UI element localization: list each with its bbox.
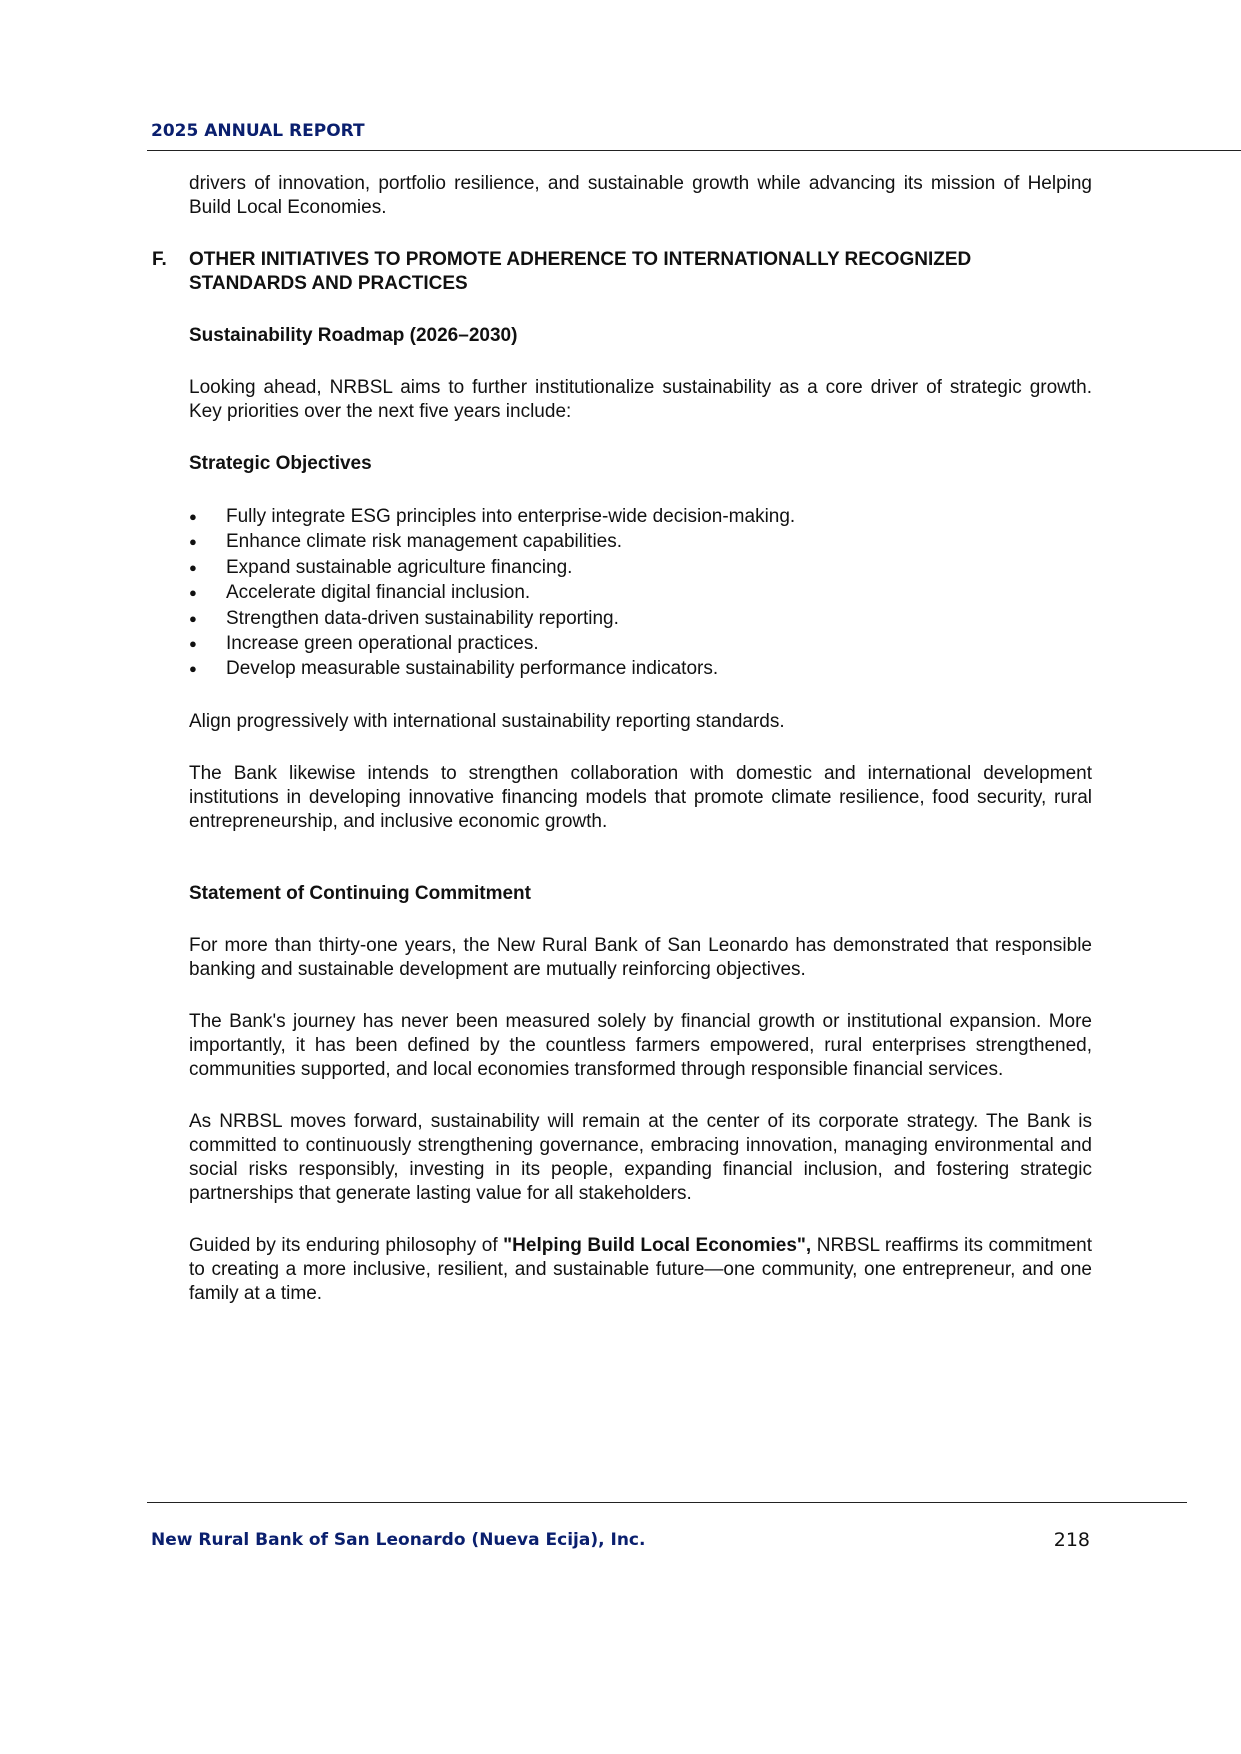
- commitment-paragraph-4: [189, 1234, 1092, 1306]
- bullet-icon: ●: [189, 559, 197, 575]
- collaboration-paragraph: The Bank likewise intends to strengthen collaboration with domestic and international development institutions in developing innovative financing models that promote climate resilience, food security, rural entrepreneurship, and inclusive economic growth.: [189, 762, 1092, 832]
- list-item-text: Increase green operational practices.: [226, 633, 539, 655]
- bullet-icon: ●: [189, 509, 197, 524]
- section-letter: F.: [152, 249, 167, 270]
- intro-paragraph: drivers of innovation, portfolio resilience, and sustainable growth while advancing its mission of Helping Build Local Economies.: [189, 173, 1092, 218]
- commitment-paragraph-3: As NRBSL moves forward, sustainability will remain at the center of its corporate strategy. The Bank is committed to continuously strengthening governance, embracing innovation, managing environmental and social risks responsibly, investing in its people, expanding financial inclusion, and fostering strategic partnerships that generate lasting value for all stakeholders.: [189, 1110, 1092, 1204]
- roadmap-heading: Sustainability Roadmap (2026–2030): [189, 325, 518, 346]
- paragraph-prefix: Guided by its enduring philosophy of: [189, 1234, 504, 1256]
- bullet-icon: ●: [189, 585, 197, 601]
- bullet-icon: ●: [189, 636, 197, 652]
- footer-divider: [147, 1502, 1187, 1503]
- roadmap-paragraph: Looking ahead, NRBSL aims to further institutionalize sustainability as a core driver of strategic growth. Key priorities over the next five years include:: [189, 377, 1092, 422]
- section-f-heading: [152, 248, 1092, 296]
- commitment-paragraph-2: The Bank's journey has never been measured solely by financial growth or institutional expansion. More importantly, it has been defined by the countless farmers empowered, rural enterprises strengthened, communities supported, and local economies transformed through responsible financial services.: [189, 1010, 1092, 1080]
- header-divider: [147, 150, 1241, 151]
- bullet-icon: ●: [189, 610, 197, 626]
- list-item-text: Strengthen data-driven sustainability reporting.: [226, 607, 619, 629]
- report-header-title: 2025 ANNUAL REPORT: [151, 121, 365, 141]
- list-item-text: Expand sustainable agriculture financing.: [226, 556, 573, 578]
- list-item-text: Fully integrate ESG principles into enterprise-wide decision-making.: [226, 506, 796, 527]
- list-item: [189, 606, 1092, 631]
- commitment-heading: Statement of Continuing Commitment: [189, 882, 531, 904]
- bullet-icon: ●: [189, 534, 197, 550]
- list-item: [189, 580, 1092, 605]
- align-paragraph: Align progressively with international sustainability reporting standards.: [189, 710, 785, 732]
- list-item-text: Enhance climate risk management capabilities.: [226, 531, 623, 553]
- commitment-paragraph-1: For more than thirty-one years, the New Rural Bank of San Leonardo has demonstrated that responsible banking and sustainable development are mutually reinforcing objectives.: [189, 934, 1092, 980]
- objectives-list: [189, 504, 1092, 682]
- list-item-text: Develop measurable sustainability performance indicators.: [226, 658, 719, 680]
- section-title: OTHER INITIATIVES TO PROMOTE ADHERENCE TO INTERNATIONALLY RECOGNIZED STANDARDS AND PRACTICES: [189, 249, 972, 294]
- list-item-text: Accelerate digital financial inclusion.: [226, 582, 531, 604]
- page-number: 218: [1053, 1529, 1090, 1551]
- list-item: [189, 529, 1092, 554]
- bullet-icon: ●: [189, 661, 197, 677]
- footer-company-name: New Rural Bank of San Leonardo (Nueva Ecija), Inc.: [151, 1530, 646, 1550]
- list-item: [189, 631, 1092, 656]
- list-item: [189, 656, 1092, 681]
- objectives-heading: Strategic Objectives: [189, 453, 372, 474]
- page-content: [152, 172, 1092, 1306]
- list-item: [189, 504, 1092, 529]
- list-item: [189, 555, 1092, 580]
- paragraph-suffix: NRBSL reaffirms its commitment to creating a more inclusive, resilient, and sustainable future—one community, one entrepreneur, and one family at a time.: [189, 1234, 1093, 1304]
- bank-motto: "Helping Build Local Economies",: [503, 1234, 812, 1256]
